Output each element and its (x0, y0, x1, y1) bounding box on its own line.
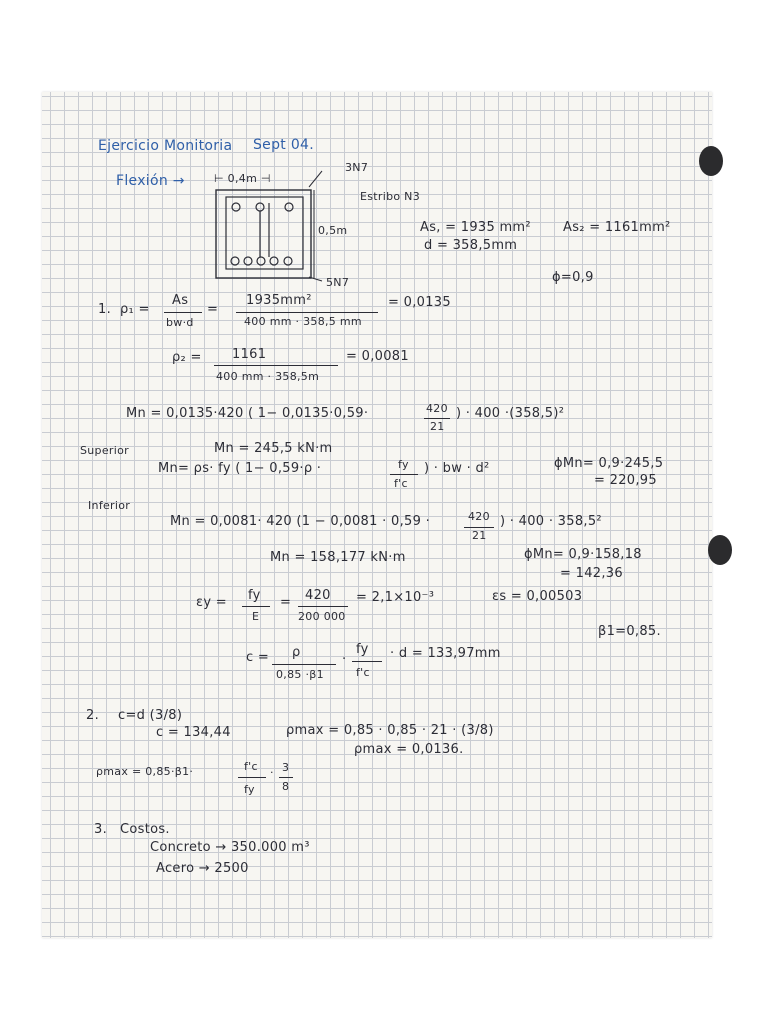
inferior-label: Inferior (88, 499, 131, 512)
ey-frac1-num: fy (248, 588, 261, 603)
stirrup-label: Estribo N3 (360, 190, 421, 203)
rho1-lhs: ρ₁ = (120, 302, 150, 317)
as1-value: As, = 1935 mm² (420, 220, 531, 235)
ey-frac1-den: E (252, 610, 260, 623)
ey-lhs: εy = (196, 595, 227, 610)
ey-equals: = (280, 595, 292, 610)
superior-label: Superior (80, 444, 129, 457)
flexion-label: Flexión → (116, 173, 185, 189)
es-value: εs = 0,00503 (492, 589, 583, 604)
step3-number: 3. (94, 822, 108, 837)
rhomax-frac1-bar (238, 777, 266, 778)
d-value: d = 358,5mm (424, 238, 518, 253)
ey-frac2-num: 420 (305, 588, 331, 603)
rho2-result: = 0,0081 (346, 349, 409, 364)
step3-heading: Costos. (120, 822, 170, 837)
rhomax-frac2-num: 3 (282, 761, 290, 774)
mn1-frac-num: 420 (426, 402, 448, 415)
rho1-numerator: 1935mm² (246, 293, 312, 308)
rhomax-frac2-bar (279, 777, 293, 778)
step1-number: 1. (98, 302, 112, 317)
top-bars-label: 3N7 (345, 161, 369, 174)
mn2-frac-bar (464, 527, 494, 528)
concreto-cost: Concreto → 350.000 m³ (150, 840, 310, 855)
rhomax-frac1-den: fy (244, 783, 255, 796)
acero-cost: Acero → 2500 (156, 861, 249, 876)
rhomax-dot: · (270, 766, 274, 779)
mn-formula-left: Mn= ρs· fy ( 1− 0,59·ρ · (158, 461, 322, 476)
c-dot: · (342, 652, 347, 667)
mn2-result: Mn = 158,177 kN·m (270, 550, 406, 565)
mn1-frac-den: 21 (430, 420, 445, 433)
ey-frac2-den: 200 000 (298, 610, 346, 623)
beta1-value: β1=0,85. (598, 624, 661, 639)
rho1-equals: = (207, 302, 219, 317)
mn2-expression-left: Mn = 0,0081· 420 (1 − 0,0081 · 0,59 · (170, 514, 431, 529)
ey-frac1-bar (242, 606, 270, 607)
rhomax-frac2-den: 8 (282, 780, 290, 793)
mn-formula-frac-den: f'c (394, 477, 408, 490)
bottom-bars-label: 5N7 (326, 276, 350, 289)
c-result: · d = 133,97mm (390, 646, 501, 661)
phi-mn1-line2: = 220,95 (594, 473, 657, 488)
ey-frac2-bar (298, 606, 348, 607)
rho1-result: = 0,0135 (388, 295, 451, 310)
c-frac2-den: f'c (356, 666, 370, 679)
mn-formula-frac-num: fy (398, 458, 409, 471)
c-value: c = 134,44 (156, 725, 231, 740)
rho2-bar (214, 365, 338, 366)
c-frac1-bar (272, 664, 336, 665)
c-frac1-den: 0,85 ·β1 (276, 668, 324, 681)
step2-heading: c=d (3/8) (118, 708, 183, 723)
phi-mn2-line1: ɸMn= 0,9·158,18 (524, 547, 642, 562)
beam-width-label: ⊢ 0,4m ⊣ (214, 172, 271, 185)
c-lhs: c = (246, 650, 270, 665)
exercise-title: Ejercicio Monitoria (98, 138, 233, 154)
mn1-expression-left: Mn = 0,0135·420 ( 1− 0,0135·0,59· (126, 406, 369, 421)
mn2-frac-den: 21 (472, 529, 487, 542)
beam-section-diagram (214, 185, 324, 285)
c-frac2-bar (352, 661, 382, 662)
rho1-fraction-bar (164, 312, 202, 313)
binder-hole-bottom (708, 535, 732, 565)
rhomax-frac1-num: f'c (244, 760, 258, 773)
rho1-fraction-denominator: bw·d (166, 316, 194, 329)
phi-mn2-line2: = 142,36 (560, 566, 623, 581)
binder-hole-top (699, 146, 723, 176)
mn2-expression-right: ) · 400 · 358,5² (500, 514, 602, 529)
exercise-date: Sept 04. (253, 137, 314, 153)
mn-formula-frac-bar (390, 474, 418, 475)
rho2-denominator: 400 mm · 358,5m (216, 370, 320, 383)
rho1-denominator: 400 mm · 358,5 mm (244, 315, 362, 328)
rhomax-formula-left: ρmax = 0,85·β1· (96, 765, 194, 778)
beam-height-label: 0,5m (318, 224, 348, 237)
phi-mn1-line1: ɸMn= 0,9·245,5 (554, 456, 664, 471)
c-frac2-num: fy (356, 642, 369, 657)
rhomax-value: ρmax = 0,0136. (354, 742, 464, 757)
rhomax-expression: ρmax = 0,85 · 0,85 · 21 · (3/8) (286, 723, 494, 738)
rho2-numerator: 1161 (232, 347, 267, 362)
as2-value: As₂ = 1161mm² (563, 220, 671, 235)
mn1-expression-right: ) · 400 ·(358,5)² (456, 406, 565, 421)
c-frac1-num: ρ (292, 645, 301, 660)
phi-value: ɸ=0,9 (552, 270, 594, 285)
rho1-fraction-numerator: As (172, 293, 189, 308)
mn2-frac-num: 420 (468, 510, 490, 523)
rho1-bar (236, 312, 378, 313)
mn1-result: Mn = 245,5 kN·m (214, 441, 333, 456)
mn-formula-right: ) · bw · d² (424, 461, 490, 476)
rho2-lhs: ρ₂ = (172, 350, 202, 365)
step2-number: 2. (86, 708, 100, 723)
ey-result: = 2,1×10⁻³ (356, 590, 435, 605)
mn1-frac-bar (424, 418, 450, 419)
